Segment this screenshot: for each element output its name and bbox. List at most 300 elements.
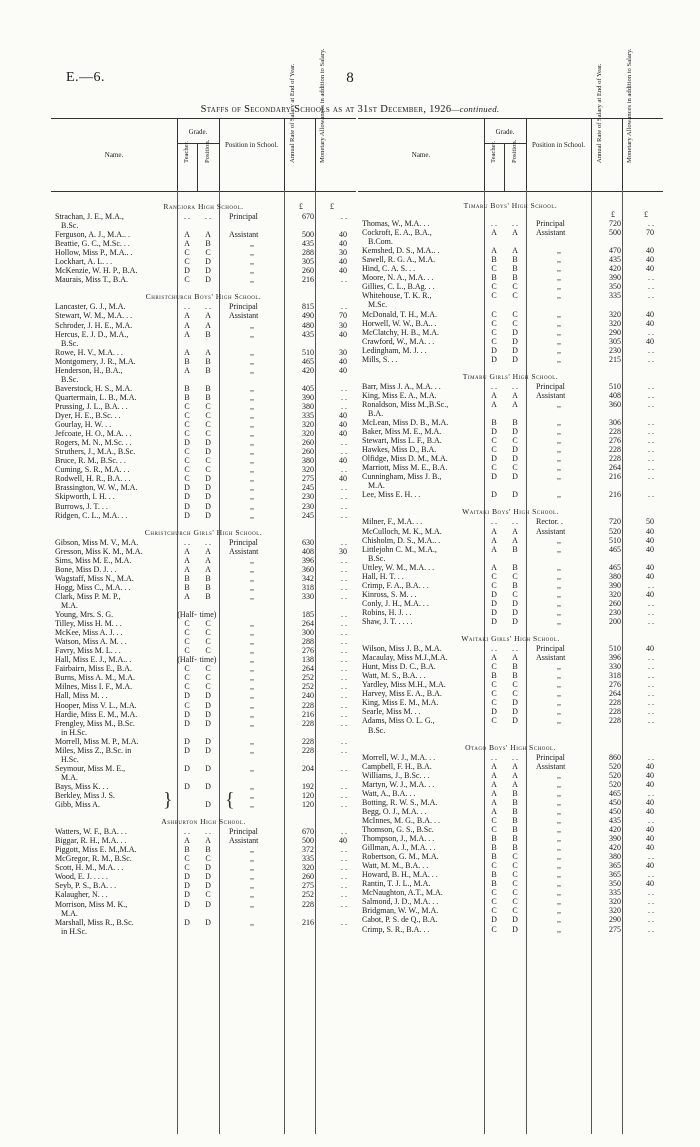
- position-grade: A: [205, 836, 211, 846]
- school-position: ,,: [557, 580, 561, 590]
- staff-name: Seymour, Miss M. E.,: [55, 763, 126, 773]
- school-position: ,,: [557, 779, 561, 789]
- salary-value: 520: [609, 770, 621, 780]
- salary-value: 275: [302, 881, 314, 891]
- table-row: [51, 339, 356, 348]
- staff-name: Thompson, J., M.A. . .: [362, 834, 435, 843]
- school-position: ,,: [557, 824, 561, 834]
- teacher-grade: C: [184, 447, 190, 457]
- school-position: ,,: [557, 852, 561, 862]
- staff-name: Baverstock, H. S., M.A.: [55, 383, 133, 393]
- allowance-value: . .: [341, 845, 347, 855]
- position-grade: D: [205, 736, 211, 746]
- position-grade: C: [205, 465, 211, 475]
- allowance-value: 40: [646, 544, 654, 554]
- allowance-value: . .: [341, 691, 347, 701]
- position-grade: D: [205, 917, 211, 927]
- position-grade: A: [512, 399, 518, 409]
- teacher-grade: A: [184, 320, 190, 330]
- allowance-value: . .: [341, 872, 347, 882]
- school-heading: Otago Boys' High School.: [465, 742, 556, 752]
- school-position: ,,: [557, 797, 561, 807]
- allowance-value: . .: [341, 537, 347, 547]
- school-position: Principal: [229, 537, 258, 547]
- salary-header: Annual Rate of Salary at End of Year.: [596, 63, 603, 163]
- staff-name: Hind, C. A. S. . .: [362, 264, 416, 274]
- position-grade: A: [205, 230, 211, 240]
- school-position: ,,: [250, 329, 254, 339]
- table-row: [358, 915, 663, 924]
- salary-value: 275: [302, 474, 314, 484]
- teacher-grade: D: [184, 501, 190, 511]
- table-row: [358, 771, 663, 780]
- staff-name: Ridgen, C. L., M.A. . .: [55, 510, 128, 520]
- allowance-value: . .: [648, 662, 654, 672]
- school-position: ,,: [250, 781, 254, 791]
- name-continued: M.A.: [61, 772, 78, 782]
- school-position: Assistant: [536, 526, 566, 536]
- table-row: [358, 644, 663, 653]
- teacher-grade: D: [184, 483, 190, 493]
- table-row: [358, 897, 663, 906]
- position-grade: A: [205, 320, 211, 330]
- allowance-value: . .: [648, 580, 654, 590]
- school-position: ,,: [557, 815, 561, 825]
- position-grade: C: [205, 637, 211, 647]
- position-grade: B: [512, 671, 518, 681]
- school-position: ,,: [557, 915, 561, 925]
- position-grade: B: [512, 544, 518, 554]
- teacher-grade: C: [491, 318, 497, 328]
- table-row: [358, 490, 663, 499]
- table-row: [51, 538, 356, 547]
- table-row: [358, 346, 663, 355]
- position-grade: B: [205, 329, 211, 339]
- school-position: ,,: [250, 465, 254, 475]
- column-rule: [315, 119, 316, 191]
- table-row: [51, 637, 356, 646]
- position-grade: B: [205, 582, 211, 592]
- staff-name: Littlejohn C. M., M.A.,: [362, 544, 437, 554]
- teacher-grade: C: [491, 336, 497, 346]
- position-grade: D: [512, 445, 518, 455]
- teacher-grade: A: [491, 399, 497, 409]
- table-row: [51, 655, 356, 664]
- position-grade: . .: [512, 219, 518, 228]
- teacher-grade: C: [184, 411, 190, 420]
- school-position: ,,: [557, 282, 561, 292]
- salary-value: 185: [302, 610, 314, 619]
- salary-value: 264: [302, 664, 314, 674]
- table-row: [51, 800, 356, 809]
- teacher-grade: C: [184, 854, 190, 864]
- teacher-grade: B: [184, 582, 190, 592]
- allowance-value: . .: [341, 700, 347, 710]
- table-row: [51, 474, 356, 483]
- teacher-grade: C: [184, 465, 190, 475]
- salary-unit: £: [299, 202, 303, 211]
- school-position: ,,: [250, 628, 254, 638]
- salary-value: 138: [302, 655, 314, 665]
- salary-value: 435: [609, 815, 621, 825]
- salary-value: 204: [302, 763, 314, 773]
- position-grade: B: [512, 815, 518, 825]
- position-grade: time): [199, 610, 217, 619]
- staff-name: Piggott, Miss E. M.,M.A.: [55, 845, 137, 855]
- table-row: [51, 411, 356, 420]
- allowance-value: . .: [648, 418, 654, 427]
- position-grade: C: [205, 673, 211, 683]
- allowance-value: 40: [339, 266, 347, 276]
- allowance-value: . .: [648, 680, 654, 690]
- staff-name: Seyb, P. S., B.A. . .: [55, 881, 117, 891]
- salary-value: 276: [302, 646, 314, 656]
- salary-value: 320: [609, 318, 621, 328]
- teacher-grade: B: [184, 573, 190, 583]
- position-grade: . .: [512, 381, 518, 391]
- school-position: ,,: [250, 275, 254, 285]
- table-row: [358, 237, 663, 246]
- teacher-grade: C: [491, 571, 497, 581]
- allowance-value: . .: [648, 399, 654, 409]
- teacher-grade: D: [491, 490, 497, 500]
- position-grade: B: [512, 797, 518, 807]
- salary-value: 245: [302, 510, 314, 520]
- salary-value: 260: [302, 872, 314, 882]
- school-position: ,,: [250, 347, 254, 357]
- school-position: ,,: [557, 571, 561, 581]
- teacher-grade: C: [184, 401, 190, 411]
- teacher-grade: C: [491, 698, 497, 708]
- allowance-value: . .: [648, 454, 654, 464]
- position-grade: D: [205, 438, 211, 448]
- salary-value: 216: [302, 709, 314, 719]
- teacher-grade: A: [184, 555, 190, 565]
- table-row: [51, 701, 356, 710]
- position-grade: B: [205, 573, 211, 583]
- position-grade: C: [512, 291, 518, 301]
- teacher-grade: D: [184, 781, 190, 791]
- allowance-unit: £: [330, 202, 334, 211]
- salary-value: 420: [609, 843, 621, 853]
- table-row: [51, 773, 356, 782]
- position-grade: C: [512, 680, 518, 690]
- position-grade: D: [205, 718, 211, 728]
- allowance-value: 40: [339, 429, 347, 439]
- name-header: Name.: [104, 151, 124, 159]
- teacher-grade: C: [184, 429, 190, 439]
- salary-value: 330: [302, 591, 314, 601]
- staff-name: Strachan, J. E., M.A.,: [55, 212, 124, 221]
- school-heading: Christchurch Boys' High School.: [145, 292, 262, 302]
- staff-name: Hogg, Miss C., M.A. . .: [55, 582, 131, 592]
- salary-value: 342: [302, 573, 314, 583]
- salary-value: 275: [609, 924, 621, 934]
- position-grade: . .: [205, 302, 211, 312]
- allowance-value: . .: [341, 447, 347, 457]
- school-position: ,,: [557, 861, 561, 871]
- allowance-value: 30: [339, 248, 347, 258]
- staff-name: Morrison, Miss M. K.,: [55, 899, 128, 909]
- position-grade: A: [512, 228, 518, 238]
- allowance-value: . .: [648, 689, 654, 699]
- teacher-grade: C: [491, 662, 497, 672]
- table-row: [358, 527, 663, 536]
- teacher-grade: B: [491, 273, 497, 283]
- teacher-grade: D: [184, 872, 190, 882]
- allowance-value: 40: [646, 761, 654, 771]
- position-grade: A: [205, 555, 211, 565]
- staff-name: Lee, Miss E. H. . .: [362, 490, 421, 500]
- name-continued: B.Com.: [368, 237, 393, 247]
- school-position: ,,: [250, 664, 254, 674]
- position-grade: D: [205, 501, 211, 511]
- table-row: [51, 755, 356, 764]
- allowance-value: 40: [646, 861, 654, 871]
- staff-name: Henderson, H., B.A.,: [55, 365, 123, 375]
- staff-name: Burrows, J. T. . .: [55, 501, 108, 511]
- allowance-value: . .: [341, 564, 347, 574]
- allowance-value: 40: [646, 246, 654, 256]
- teacher-grade: A: [491, 544, 497, 554]
- allowance-value: . .: [341, 800, 347, 810]
- table-row: [358, 400, 663, 409]
- salary-value: 860: [609, 752, 621, 762]
- teacher-grade: . .: [491, 517, 497, 527]
- teacher-grade: D: [184, 492, 190, 502]
- position-grade: . .: [512, 644, 518, 654]
- school-position: Principal: [536, 752, 565, 762]
- position-grade: C: [512, 879, 518, 889]
- table-body: [51, 190, 356, 1134]
- staff-name: Gillies, C. L., B.Ag. . .: [362, 282, 435, 292]
- allowance-value: . .: [648, 472, 654, 482]
- allowances-header: Monetary Allowances in addition to Salary.: [319, 48, 326, 163]
- position-in-school-header: Position in School.: [531, 141, 586, 149]
- salary-value: 465: [609, 544, 621, 554]
- staff-name: Robins, H. J. . .: [362, 607, 412, 617]
- school-position: ,,: [557, 788, 561, 798]
- table-row: [358, 517, 663, 526]
- name-continued: H.Sc.: [61, 754, 79, 764]
- teacher-grade: D: [491, 915, 497, 925]
- salary-value: 216: [302, 917, 314, 927]
- position-grade: B: [205, 591, 211, 601]
- staff-name: Hardie, Miss E. M., M.A.: [55, 709, 138, 719]
- table-row: [51, 909, 356, 918]
- table-row: [358, 879, 663, 888]
- school-position: ,,: [557, 671, 561, 681]
- position-grade: C: [512, 906, 518, 916]
- staff-name: Cabot, P. S. de Q., B.A.: [362, 915, 438, 925]
- school-position: ,,: [557, 662, 561, 672]
- staff-name: Beattie, G. C., M.Sc. . .: [55, 239, 130, 249]
- staff-name: Rogers, M. N., M.Sc. . .: [55, 438, 132, 448]
- allowance-value: . .: [648, 463, 654, 473]
- table-row: [51, 646, 356, 655]
- allowance-value: . .: [341, 646, 347, 656]
- table-row: [358, 545, 663, 554]
- staff-name: Rowe, H. V., M.A. . .: [55, 347, 123, 357]
- position-grade: C: [205, 420, 211, 430]
- allowance-value: 40: [339, 257, 347, 267]
- position-grade: D: [205, 781, 211, 791]
- position-grade: D: [512, 327, 518, 337]
- position-grade: C: [205, 628, 211, 638]
- table-row: [51, 565, 356, 574]
- salary-value: 276: [609, 680, 621, 690]
- school-heading: Waitaki Boys' High School.: [462, 507, 559, 517]
- allowance-value: . .: [648, 390, 654, 400]
- allowance-value: . .: [648, 436, 654, 446]
- staff-name: Ferguson, A. J., M.A.. .: [55, 230, 130, 240]
- table-row: [358, 418, 663, 427]
- table-row: [358, 581, 663, 590]
- school-position: ,,: [557, 336, 561, 346]
- staff-name: Wilson, Miss J. B., M.A.: [362, 644, 442, 654]
- position-grade: . .: [205, 212, 211, 221]
- salary-value: 228: [302, 718, 314, 728]
- teacher-grade: D: [184, 736, 190, 746]
- allowance-value: . .: [341, 673, 347, 683]
- allowance-value: . .: [341, 465, 347, 475]
- table-row: [358, 807, 663, 816]
- title-continued: —continued.: [451, 104, 500, 114]
- teacher-grade: B: [184, 845, 190, 855]
- allowance-value: . .: [341, 854, 347, 864]
- school-position: ,,: [557, 879, 561, 889]
- staff-name: Milnes, Miss I. F., M.A.: [55, 682, 133, 692]
- staff-name: Rantin, T. J. L., M.A.: [362, 879, 431, 889]
- staff-name: McDonald, T. H., M.A.: [362, 309, 438, 319]
- salary-value: 350: [609, 879, 621, 889]
- salary-value: 192: [302, 781, 314, 791]
- position-grade: D: [205, 700, 211, 710]
- staff-name: McLean, Miss D. B., M.A.: [362, 418, 449, 427]
- salary-value: 276: [609, 436, 621, 446]
- salary-value: 290: [609, 327, 621, 337]
- staff-name: Campbell, F. H., B.A.: [362, 761, 432, 771]
- teacher-grade: A: [491, 228, 497, 238]
- table-row: [358, 319, 663, 328]
- teacher-grade: . .: [184, 212, 190, 221]
- table-row: [51, 321, 356, 330]
- staff-name: Hooper, Miss V. L., M.A.: [55, 700, 137, 710]
- staff-name: McKee, Miss A. J. . .: [55, 628, 123, 638]
- allowance-value: . .: [648, 345, 654, 355]
- table-row: [358, 852, 663, 861]
- staff-name: Sims, Miss M. E., M.A.: [55, 555, 132, 565]
- salary-value: 230: [302, 501, 314, 511]
- allowance-value: . .: [648, 445, 654, 455]
- salary-value: 480: [302, 320, 314, 330]
- teacher-grade: (Half-: [177, 610, 197, 619]
- staff-name: Adams, Miss O. L. G.,: [362, 716, 435, 726]
- teacher-grade: C: [184, 664, 190, 674]
- school-position: ,,: [250, 383, 254, 393]
- allowance-value: . .: [648, 788, 654, 798]
- allowance-value: . .: [341, 212, 347, 221]
- table-row: [358, 219, 663, 228]
- table-row: [51, 610, 356, 619]
- teacher-grade: A: [491, 770, 497, 780]
- teacher-grade: C: [491, 906, 497, 916]
- allowance-value: . .: [341, 863, 347, 873]
- teacher-grade: B: [491, 671, 497, 681]
- position-grade: B: [512, 843, 518, 853]
- staff-name: Lockhart, A. L. . .: [55, 257, 113, 267]
- school-position: Principal: [229, 302, 258, 312]
- school-position: ,,: [557, 843, 561, 853]
- teacher-grade: D: [491, 707, 497, 717]
- staff-name: Bridgman, W. W., M.A.: [362, 906, 439, 916]
- salary-value: 435: [609, 255, 621, 265]
- staff-name: Marriott, Miss M. E., B.A.: [362, 463, 448, 473]
- table-row: [51, 845, 356, 854]
- teacher-grade: A: [491, 788, 497, 798]
- staff-name: Stewart, W. M., M.A. . .: [55, 311, 133, 321]
- allowance-value: . .: [341, 591, 347, 601]
- school-position: ,,: [250, 555, 254, 565]
- allowance-value: . .: [341, 763, 347, 773]
- table-row: [358, 707, 663, 716]
- school-position: ,,: [250, 456, 254, 466]
- teacher-grade: D: [184, 917, 190, 927]
- allowance-value: . .: [648, 617, 654, 626]
- teacher-grade: B: [184, 383, 190, 393]
- teacher-grade: C: [184, 275, 190, 285]
- allowance-value: . .: [341, 637, 347, 647]
- table-row: [358, 671, 663, 680]
- staff-name: Thomson, G. S., B.Sc.: [362, 824, 434, 834]
- table-row: [358, 653, 663, 662]
- salary-value: 510: [609, 644, 621, 654]
- teacher-grade: A: [184, 311, 190, 321]
- position-grade: D: [205, 745, 211, 755]
- table-row: [51, 384, 356, 393]
- position-grade: B: [205, 356, 211, 366]
- name-continued: M.Sc.: [368, 300, 388, 310]
- position-grade: D: [512, 716, 518, 726]
- position-grade: D: [205, 257, 211, 267]
- table-row: [51, 601, 356, 610]
- table-row: [358, 888, 663, 897]
- table-row: [51, 348, 356, 357]
- allowance-value: . .: [341, 619, 347, 629]
- name-continued: M.A.: [61, 600, 78, 610]
- school-position: ,,: [557, 354, 561, 364]
- school-position: ,,: [250, 573, 254, 583]
- allowance-value: . .: [341, 492, 347, 502]
- allowance-value: 40: [339, 420, 347, 430]
- allowance-value: . .: [648, 906, 654, 916]
- staff-name: Montgomery, J. R., M.A.: [55, 356, 136, 366]
- teacher-grade: D: [184, 881, 190, 891]
- table-row: [358, 762, 663, 771]
- allowance-value: . .: [341, 302, 347, 312]
- position-grade: D: [512, 427, 518, 437]
- salary-value: 230: [302, 492, 314, 502]
- table-row: [51, 574, 356, 583]
- school-position: ,,: [250, 637, 254, 647]
- allowance-value: . .: [341, 392, 347, 402]
- table-row: [51, 737, 356, 746]
- position-grade: A: [512, 246, 518, 256]
- position-grade: B: [512, 562, 518, 572]
- allowance-value: . .: [341, 827, 347, 837]
- staff-name: Berkley, Miss J. S.: [55, 791, 115, 800]
- allowance-value: . .: [648, 915, 654, 925]
